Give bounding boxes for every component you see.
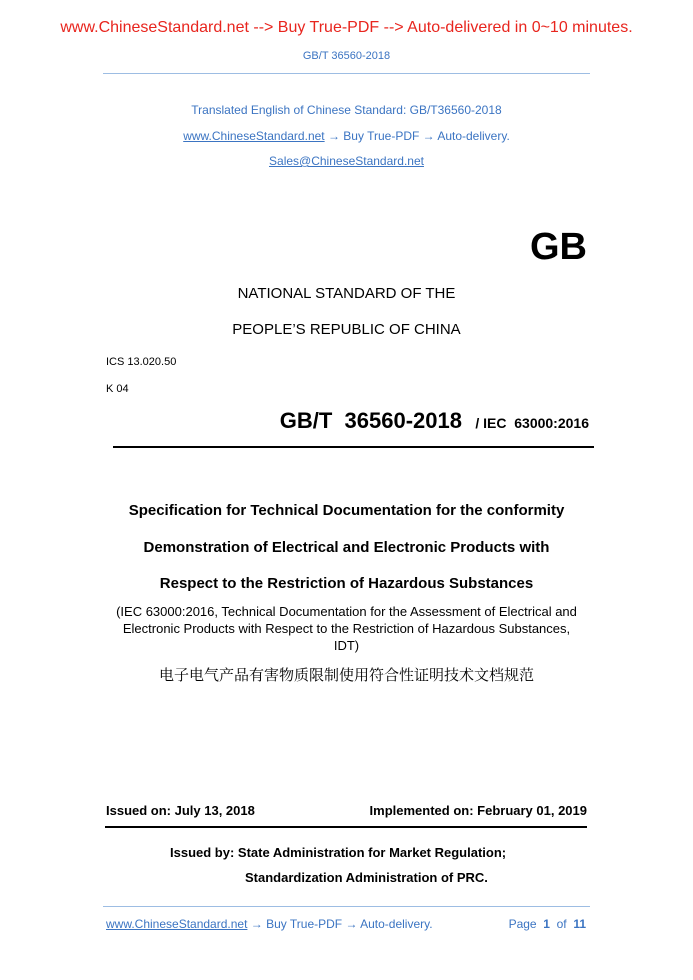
chinese-title: 电子电气产品有害物质限制使用符合性证明技术文档规范 xyxy=(158,666,534,684)
page-current: 1 xyxy=(543,917,550,931)
page-indicator xyxy=(509,917,586,931)
issued-by-line-2: Standardization Administration of PRC. xyxy=(245,870,488,885)
header-divider xyxy=(103,73,590,74)
header-standard-code: GB/T 36560-2018 xyxy=(302,50,391,62)
standard-divider xyxy=(113,446,594,448)
title-line-1: Specification for Technical Documentation for the conformity xyxy=(128,502,565,519)
footer-divider xyxy=(103,906,590,907)
national-standard-line-2: PEOPLE’S REPUBLIC OF CHINA xyxy=(232,321,461,338)
standard-number-main: GB/T 36560-2018 xyxy=(279,408,463,433)
page-total: 11 xyxy=(573,917,586,931)
footer-buy-text: → Buy True-PDF → Auto-delivery. xyxy=(247,917,433,931)
standard-number xyxy=(280,408,589,434)
subtitle: (IEC 63000:2016, Technical Documentation for the Assessment of Electrical and Electronic Products with Respect to the Restriction of Hazardous Substances, IDT) xyxy=(116,604,577,653)
page-label: Page xyxy=(508,917,537,931)
implemented-on-date: Implemented on: February 01, 2019 xyxy=(369,803,587,818)
national-standard-line-1: NATIONAL STANDARD OF THE xyxy=(237,285,456,302)
top-banner[interactable]: www.ChineseStandard.net --> Buy True-PDF --> Auto-delivered in 0~10 minutes. xyxy=(60,19,633,36)
issued-by-line-1: Issued by: State Administration for Market Regulation; xyxy=(170,845,507,860)
title-line-2: Demonstration of Electrical and Electronic Products with xyxy=(143,539,550,556)
site-link[interactable]: www.ChineseStandard.net xyxy=(183,129,325,143)
k-code: K 04 xyxy=(106,383,129,395)
page-of: of xyxy=(556,917,567,931)
ics-code: ICS 13.020.50 xyxy=(106,356,177,368)
sales-email-link[interactable]: Sales@ChineseStandard.net xyxy=(269,154,424,168)
issued-on-date: Issued on: July 13, 2018 xyxy=(106,803,255,818)
footer-buy-line xyxy=(106,917,433,931)
translation-notice: Translated English of Chinese Standard: GB/T36560-2018 xyxy=(191,103,502,117)
date-divider xyxy=(105,826,587,828)
sales-line xyxy=(0,154,693,168)
buy-text: → Buy True-PDF → Auto-delivery. xyxy=(324,129,510,143)
gb-logo: GB xyxy=(530,226,587,268)
footer-site-link[interactable]: www.ChineseStandard.net xyxy=(106,917,248,931)
standard-equivalent: / IEC 63000:2016 xyxy=(475,415,589,431)
title-line-3: Respect to the Restriction of Hazardous Substances xyxy=(159,575,534,592)
buy-line xyxy=(0,129,693,143)
